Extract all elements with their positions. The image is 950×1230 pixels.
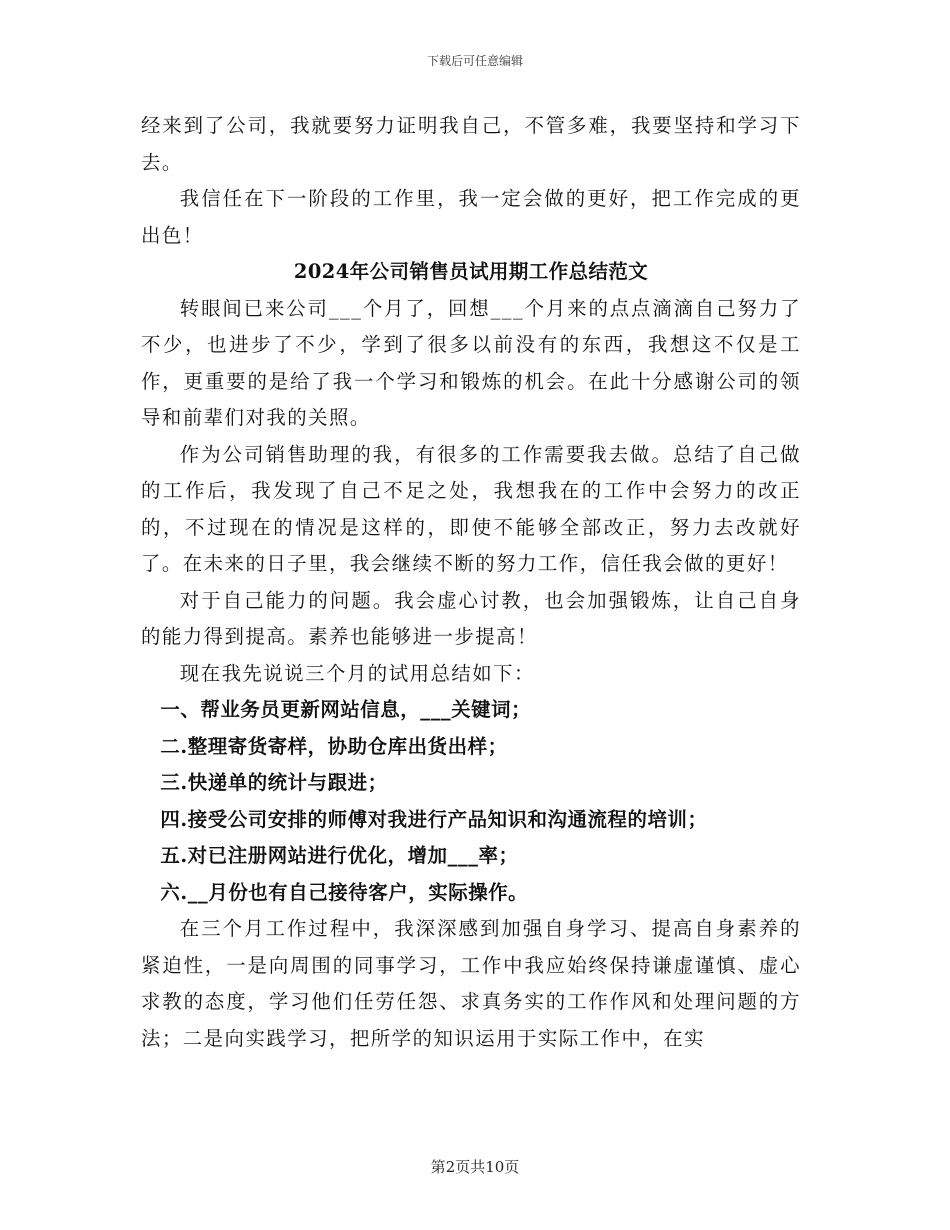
list-item-1: 一、帮业务员更新网站信息，___关键词；: [160, 698, 532, 721]
list-item-2: 二.整理寄货寄样，协助仓库出货出样；: [160, 734, 508, 758]
paragraph-confidence: 我信任在下一阶段的工作里，我一定会做的更好，把工作完成的更出色！: [141, 187, 801, 247]
paragraph-summary-lead: 现在我先说说三个月的试用总结如下：: [179, 661, 535, 685]
list-item-3: 三.快递单的统计与跟进；: [160, 771, 388, 794]
paragraph-ability: 对于自己能力的问题。我会虚心讨教，也会加强锻炼，让自己自身的能力得到提高。素养也能够进一步提高！: [141, 588, 801, 648]
page-number: 第2页共10页: [430, 1158, 520, 1176]
list-item-4: 四.接受公司安排的师傅对我进行产品知识和沟通流程的培训；: [160, 807, 708, 831]
section-title: 2024年公司销售员试用期工作总结范文: [293, 260, 649, 283]
paragraph-reflection: 在三个月工作过程中，我深深感到加强自身学习、提高自身素养的紧迫性，一是向周围的同事学习，工作中我应始终保持谦虚谨慎、虚心求教的态度，学习他们任劳任怨、求真务实的工作作风和处理问题的方法；二是向实践学习，把所学的知识运用于实际工作中，在实: [141, 917, 801, 1050]
paragraph-continued: 经来到了公司，我就要努力证明我自己，不管多难，我要坚持和学习下去。: [141, 114, 801, 174]
list-item-5: 五.对已注册网站进行优化，增加___率；: [160, 844, 519, 867]
document-body: [141, 108, 801, 1057]
paragraph-role: 作为公司销售助理的我，有很多的工作需要我去做。总结了自己做的工作后，我发现了自己不足之处，我想我在的工作中会努力的改正的，不过现在的情况是这样的，即使不能够全部改正，努力去改就好了。在未来的日子里，我会继续不断的努力工作，信任我会做的更好！: [141, 442, 801, 575]
paragraph-intro: 转眼间已来公司___个月了，回想___个月来的点点滴滴自己努力了不少，也进步了不少，学到了很多以前没有的东西，我想这不仅是工作，更重要的是给了我一个学习和锻炼的机会。在此十分感谢公司的领导和前辈们对我的关照。: [141, 296, 801, 429]
list-item-6: 六.__月份也有自己接待客户，实际操作。: [160, 880, 529, 904]
page-header-note: 下载后可任意编辑: [426, 54, 523, 68]
